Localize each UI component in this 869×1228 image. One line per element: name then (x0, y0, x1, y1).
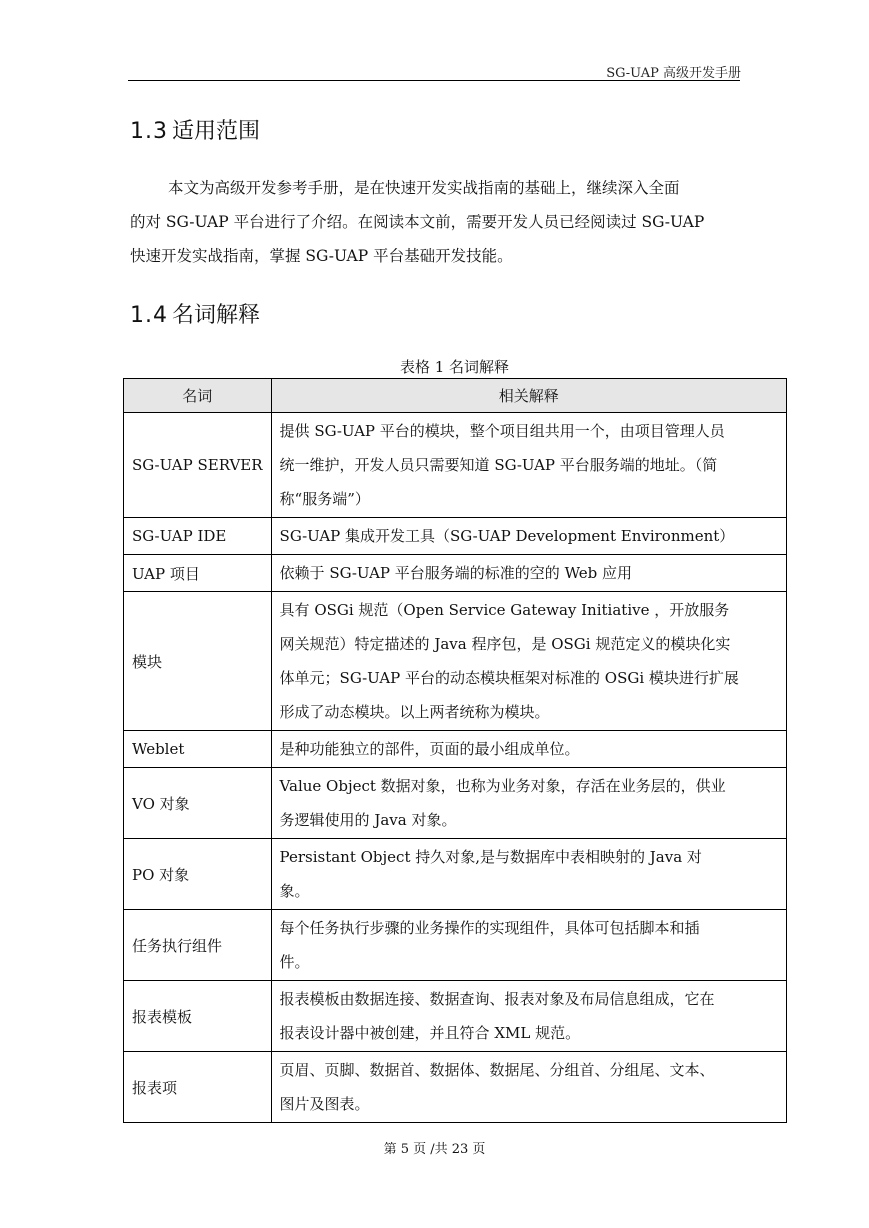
explanation-cell (271, 731, 786, 768)
section-title: 适用范围 (172, 119, 261, 144)
table-row (124, 518, 787, 555)
explanation-cell (271, 768, 786, 839)
table-row (124, 731, 787, 768)
table-row (124, 768, 787, 839)
explanation-cell (271, 592, 786, 731)
explanation-cell (271, 981, 786, 1052)
explanation-line: 报表设计器中被创建，并且符合 XML 规范。 (279, 1024, 581, 1042)
section-title: 名词解释 (172, 303, 261, 328)
section-number: 1.4 (130, 303, 168, 328)
column-header-explanation: 相关解释 (271, 379, 786, 413)
term-cell: VO 对象 (124, 768, 272, 839)
explanation-line: 每个任务执行步骤的业务操作的实现组件，具体可包括脚本和插 (279, 919, 700, 937)
explanation-line: 称“服务端”） (279, 490, 370, 508)
term-cell: Weblet (124, 731, 272, 768)
explanation-line: 具有 OSGi 规范（Open Service Gateway Initiative ，开放服务 (279, 601, 730, 619)
table-row (124, 1052, 787, 1123)
explanation-cell (271, 1052, 786, 1123)
table-row (124, 839, 787, 910)
explanation-cell (271, 413, 786, 518)
explanation-line: 体单元；SG-UAP 平台的动态模块框架对标准的 OSGi 模块进行扩展 (279, 669, 739, 687)
table-body (124, 413, 787, 1123)
explanation-line: 页眉、页脚、数据首、数据体、数据尾、分组首、分组尾、文本、 (279, 1061, 715, 1079)
term-cell: 报表模板 (124, 981, 272, 1052)
explanation-cell (271, 518, 786, 555)
header-rule (128, 80, 740, 81)
table-caption: 表格 1 名词解释 (399, 358, 510, 376)
explanation-line: 件。 (279, 953, 310, 971)
column-header-term: 名词 (124, 379, 272, 413)
explanation-cell (271, 555, 786, 592)
explanation-line: 网关规范）特定描述的 Java 程序包，是 OSGi 规范定义的模块化实 (279, 635, 731, 653)
page-footer: 第 5 页 /共 23 页 (383, 1142, 486, 1157)
term-cell: PO 对象 (124, 839, 272, 910)
paragraph-line: 的对 SG-UAP 平台进行了介绍。在阅读本文前，需要开发人员已经阅读过 SG-UAP (130, 213, 705, 231)
table-row (124, 981, 787, 1052)
explanation-line: Persistant Object 持久对象,是与数据库中表相映射的 Java 对 (279, 848, 702, 866)
paragraph-line: 快速开发实战指南，掌握 SG-UAP 平台基础开发技能。 (130, 247, 513, 265)
table-row (124, 555, 787, 592)
table-header-row (124, 379, 787, 413)
term-cell: 报表项 (124, 1052, 272, 1123)
explanation-line: 统一维护，开发人员只需要知道 SG-UAP 平台服务端的地址。（简 (279, 456, 718, 474)
explanation-line: 务逻辑使用的 Java 对象。 (279, 811, 457, 829)
scope-paragraph (130, 171, 742, 273)
term-cell: SG-UAP SERVER (124, 413, 272, 518)
glossary-table (123, 378, 787, 1123)
running-header: SG-UAP 高级开发手册 (606, 66, 741, 81)
section-heading-1-3 (130, 114, 260, 145)
explanation-line: 图片及图表。 (279, 1095, 370, 1113)
explanation-line: 依赖于 SG-UAP 平台服务端的标准的空的 Web 应用 (279, 564, 633, 582)
term-cell: 任务执行组件 (124, 910, 272, 981)
table-row (124, 413, 787, 518)
explanation-line: 提供 SG-UAP 平台的模块，整个项目组共用一个，由项目管理人员 (279, 422, 725, 440)
explanation-line: 报表模板由数据连接、数据查询、报表对象及布局信息组成，它在 (279, 990, 715, 1008)
explanation-line: 象。 (279, 882, 310, 900)
section-number: 1.3 (130, 119, 168, 144)
term-cell: UAP 项目 (124, 555, 272, 592)
section-heading-1-4 (130, 298, 260, 329)
table-row (124, 910, 787, 981)
explanation-line: 形成了动态模块。以上两者统称为模块。 (279, 703, 550, 721)
paragraph-line: 本文为高级开发参考手册，是在快速开发实战指南的基础上，继续深入全面 (168, 179, 680, 197)
explanation-line: SG-UAP 集成开发工具（SG-UAP Development Environment） (279, 527, 735, 545)
table-row (124, 592, 787, 731)
explanation-cell (271, 839, 786, 910)
term-cell: SG-UAP IDE (124, 518, 272, 555)
term-cell: 模块 (124, 592, 272, 731)
explanation-cell (271, 910, 786, 981)
explanation-line: 是种功能独立的部件，页面的最小组成单位。 (279, 740, 580, 758)
explanation-line: Value Object 数据对象，也称为业务对象，存活在业务层的，供业 (279, 777, 726, 795)
